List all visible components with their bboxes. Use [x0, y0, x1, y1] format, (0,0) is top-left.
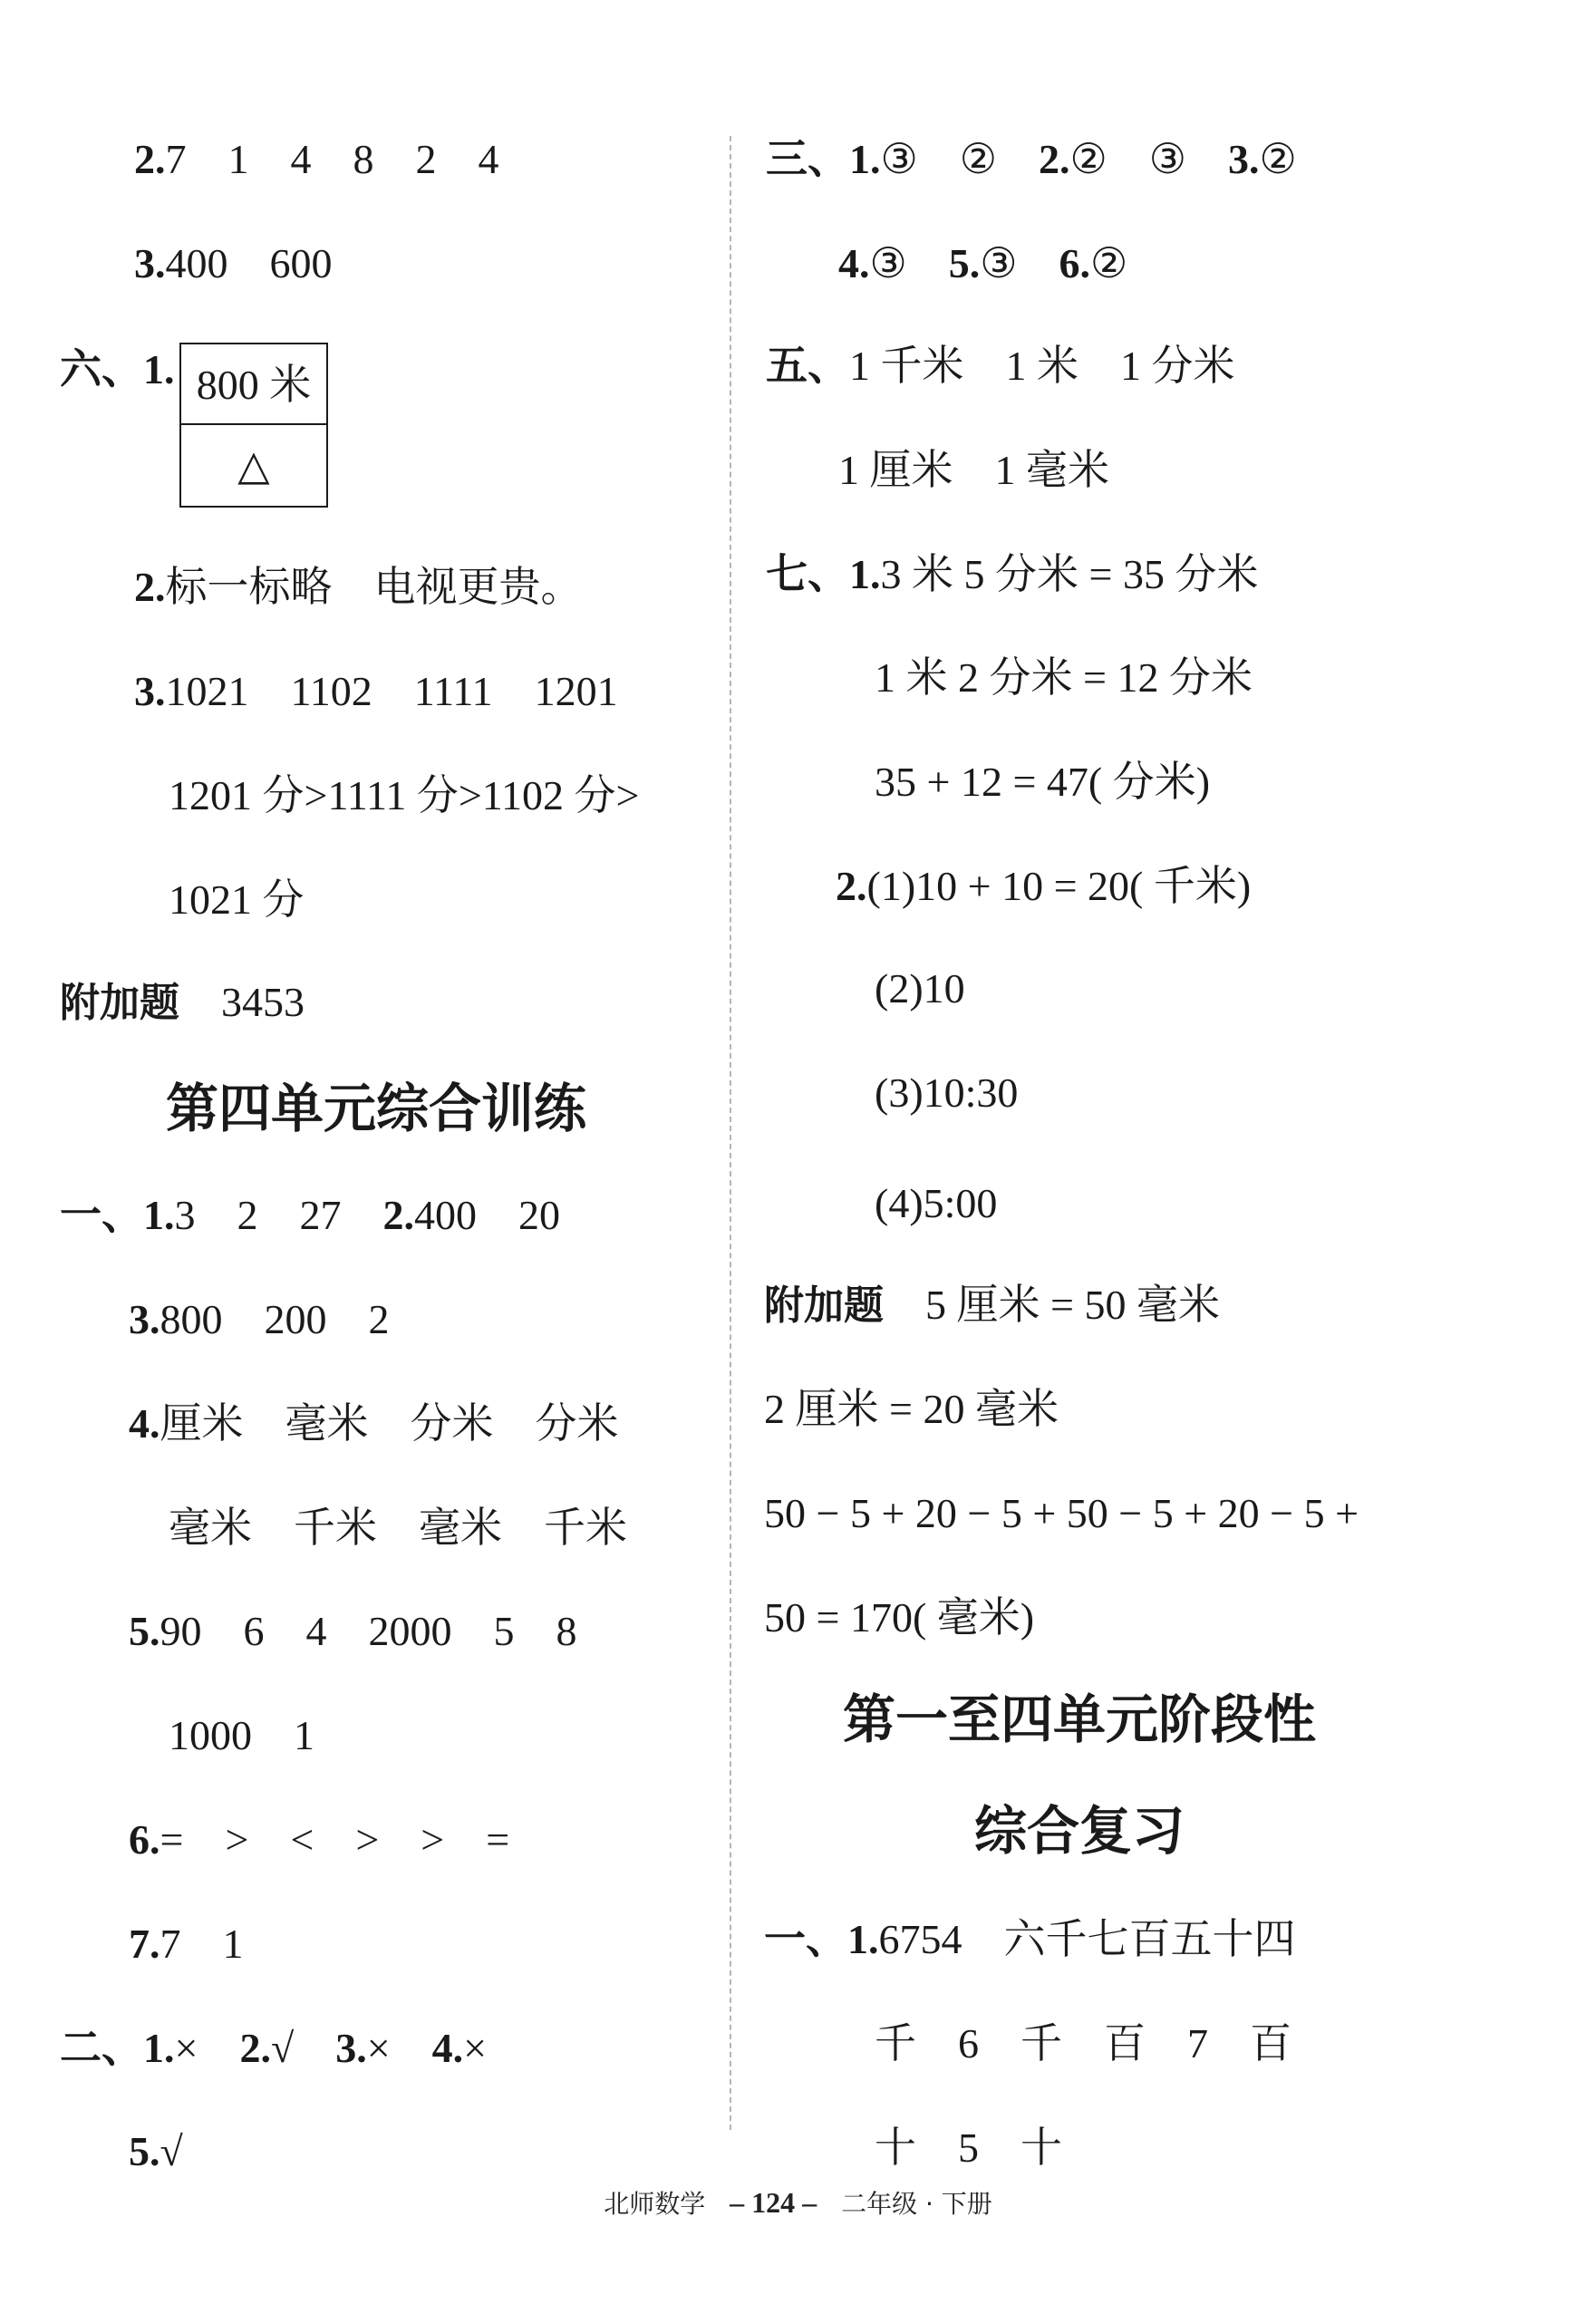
- answer-line: 1000 1: [169, 1712, 314, 1758]
- answer-line: (3)10:30: [875, 1070, 1019, 1116]
- answer-line: 35 + 12 = 47( 分米): [875, 759, 1211, 805]
- section-title: 综合复习: [974, 1800, 1185, 1862]
- answer-line: 5.√: [129, 2128, 183, 2174]
- answer-line: 4.厘米 毫米 分米 分米: [129, 1400, 619, 1447]
- grade-label: 二年级 · 下册: [841, 2189, 992, 2219]
- answer-line: 千 6 千 百 7 百: [875, 2020, 1291, 2067]
- answer-line: 二、1.× 2.√ 3.× 4.×: [60, 2025, 488, 2071]
- answer-line: 3.800 200 2: [129, 1296, 390, 1342]
- page-number: – 124 –: [730, 2186, 817, 2219]
- page-footer: [0, 2184, 1596, 2221]
- answer-line: 三、1.③ ② 2.② ③ 3.②: [766, 136, 1297, 182]
- answer-line: 2 厘米 = 20 毫米: [764, 1386, 1059, 1432]
- answer-line: 七、1.3 米 5 分米 = 35 分米: [766, 551, 1259, 597]
- answer-line: 50 − 5 + 20 − 5 + 50 − 5 + 20 − 5 +: [764, 1490, 1359, 1536]
- answer-line: 一、1.3 2 27 2.400 20: [60, 1192, 560, 1238]
- answer-line: 2.标一标略 电视更贵。: [134, 564, 583, 610]
- bonus-line: 附加题 5 厘米 = 50 毫米: [764, 1282, 1220, 1329]
- section-title: 第四单元综合训练: [166, 1078, 587, 1139]
- answer-line: 1 米 2 分米 = 12 分米: [875, 654, 1253, 701]
- answer-line: 6.= > < > > =: [129, 1816, 510, 1863]
- triangle-icon: △: [237, 442, 270, 489]
- answer-line: 一、1.6754 六千七百五十四: [764, 1916, 1296, 1962]
- answer-line: 1021 分: [169, 876, 305, 923]
- answer-line: 50 = 170( 毫米): [764, 1594, 1035, 1641]
- answer-line: 2.(1)10 + 10 = 20( 千米): [836, 863, 1252, 909]
- answer-line: 7.7 1: [129, 1921, 244, 1967]
- answer-line: 5.90 6 4 2000 5 8: [129, 1608, 577, 1654]
- answer-line: 1 厘米 1 毫米: [838, 447, 1109, 493]
- answer-line: 2.7 1 4 8 2 4: [134, 136, 499, 182]
- answer-line: 3.1021 1102 1111 1201: [134, 668, 618, 714]
- column-divider: [730, 136, 731, 2130]
- answer-line: 1201 分>1111 分>1102 分>: [169, 772, 640, 818]
- section-title: 第一至四单元阶段性: [843, 1689, 1317, 1750]
- section-label: 六、1.: [60, 346, 175, 392]
- answer-line: 十 5 十: [875, 2125, 1062, 2171]
- book-name: 北师数学: [604, 2189, 706, 2219]
- answer-line: 3.400 600: [134, 240, 333, 286]
- box-top-cell: 800 米: [181, 344, 326, 425]
- bonus-line: 附加题 3453: [60, 979, 305, 1026]
- answer-line: 4.③ 5.③ 6.②: [838, 240, 1128, 286]
- answer-box: [179, 343, 328, 508]
- answer-line: (4)5:00: [875, 1180, 998, 1226]
- answer-line: (2)10: [875, 965, 965, 1011]
- answer-line: 毫米 千米 毫米 千米: [169, 1505, 627, 1551]
- answer-line: 五、1 千米 1 米 1 分米: [766, 343, 1235, 389]
